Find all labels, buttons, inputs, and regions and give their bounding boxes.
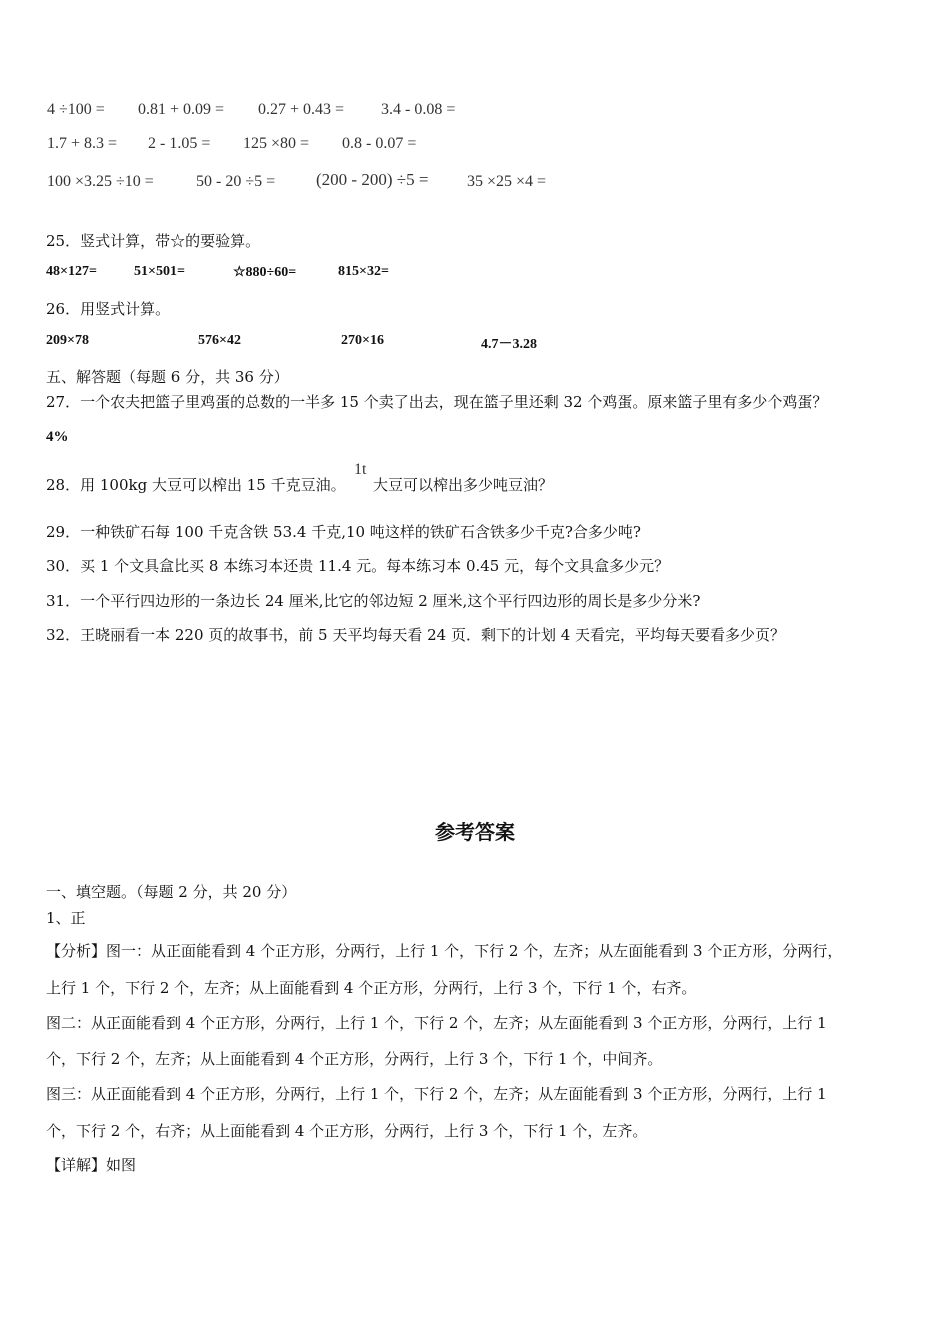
question-30: 30．买 1 个文具盒比买 8 本练习本还贵 11.4 元。每本练习本 0.45 元，每个文具盒多少元？ xyxy=(46,557,670,575)
analysis-line: 【分析】图一：从正面能看到 4 个正方形，分两行，上行 1 个，下行 2 个，左齐；从左面能看到 3 个正方形，分两行， xyxy=(46,942,843,960)
question-25: 25．竖式计算，带☆的要验算。 xyxy=(46,232,261,250)
question-26: 26．用竖式计算。 xyxy=(46,300,171,318)
q25-item: 48×127= xyxy=(46,264,97,279)
calc-item: 125 ×80 = xyxy=(243,135,310,152)
q28-unit: 1t xyxy=(354,461,367,478)
question-27: 27．一个农夫把篮子里鸡蛋的总数的一半多 15 个卖了出去，现在篮子里还剩 32 个鸡蛋。原来篮子里有多少个鸡蛋？ xyxy=(46,393,828,411)
calc-item: 4 ÷100 = xyxy=(47,101,105,118)
analysis-line: 个，下行 2 个，右齐；从上面能看到 4 个正方形，分两行，上行 3 个，下行 1 个，左齐。 xyxy=(46,1122,648,1140)
calc-item: 100 ×3.25 ÷10 = xyxy=(47,173,154,190)
calc-item: 0.8 - 0.07 = xyxy=(342,135,417,152)
calc-item: 1.7 + 8.3 = xyxy=(47,135,118,152)
q25-item: 815×32= xyxy=(338,264,389,279)
analysis-line: 上行 1 个，下行 2 个，左齐；从上面能看到 4 个正方形，分两行，上行 3 个，下行 1 个，右齐。 xyxy=(46,979,697,997)
calc-item: 0.81 + 0.09 = xyxy=(138,101,225,118)
section-heading: 五、解答题（每题 6 分，共 36 分） xyxy=(46,368,289,386)
q25-item: 51×501= xyxy=(134,264,185,279)
question-28 xyxy=(46,474,346,495)
percent-text: 4% xyxy=(46,429,69,445)
question-32: 32．王晓丽看一本 220 页的故事书，前 5 天平均每天看 24 页．剩下的计划 4 天看完，平均每天要看多少页？ xyxy=(46,626,786,644)
answer-title: 参考答案 xyxy=(435,820,515,844)
q28-before: 28．用 100kg 大豆可以榨出 15 千克豆油。 xyxy=(46,476,346,494)
question-29: 29．一种铁矿石每 100 千克含铁 53.4 千克,10 吨这样的铁矿石含铁多少千克?合多少吨? xyxy=(46,523,641,541)
detail-line: 【详解】如图 xyxy=(46,1156,137,1174)
q26-item: 4.7－3.28 xyxy=(481,337,537,352)
answer-1: 1、正 xyxy=(46,909,86,927)
q28-after: 大豆可以榨出多少吨豆油？ xyxy=(373,476,554,494)
q25-item: ☆880÷60= xyxy=(233,265,297,280)
analysis-line: 图二：从正面能看到 4 个正方形，分两行，上行 1 个，下行 2 个，左齐；从左面能看到 3 个正方形，分两行，上行 1 xyxy=(46,1014,827,1032)
q26-item: 270×16 xyxy=(341,333,384,348)
calc-item: 35 ×25 ×4 = xyxy=(467,173,547,190)
q26-item: 209×78 xyxy=(46,333,89,348)
calc-item: 3.4 - 0.08 = xyxy=(381,101,456,118)
calc-item: 2 - 1.05 = xyxy=(148,135,211,152)
question-31: 31．一个平行四边形的一条边长 24 厘米,比它的邻边短 2 厘米,这个平行四边形的周长是多少分米? xyxy=(46,592,701,610)
analysis-line: 图三：从正面能看到 4 个正方形，分两行，上行 1 个，下行 2 个，左齐；从左面能看到 3 个正方形，分两行，上行 1 xyxy=(46,1085,827,1103)
section-heading: 一、填空题。（每题 2 分，共 20 分） xyxy=(46,883,297,901)
calc-item: 0.27 + 0.43 = xyxy=(258,101,345,118)
calc-item: 50 - 20 ÷5 = xyxy=(196,173,276,190)
analysis-line: 个，下行 2 个，左齐；从上面能看到 4 个正方形，分两行，上行 3 个，下行 1 个，中间齐。 xyxy=(46,1050,663,1068)
q26-item: 576×42 xyxy=(198,333,241,348)
calc-item: (200 - 200) ÷5 = xyxy=(316,170,429,189)
